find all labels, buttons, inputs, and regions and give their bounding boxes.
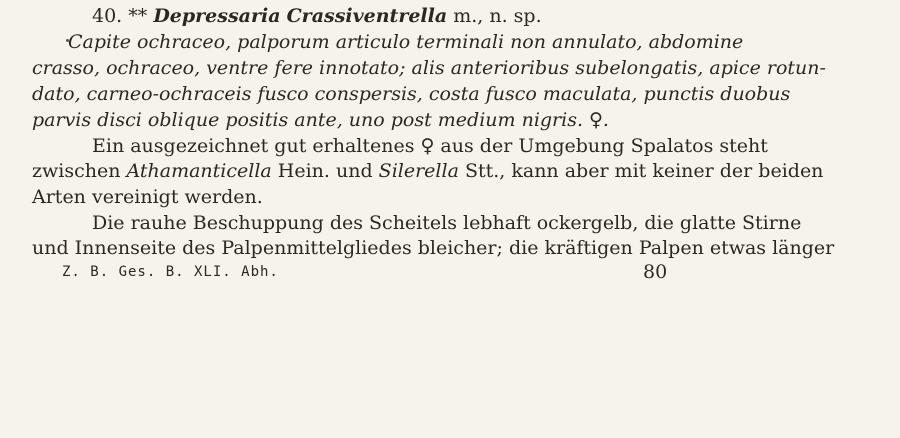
- german-text-line-2-end: Stt., kann aber mit keiner der beiden: [458, 160, 824, 182]
- entry-number: 40.: [92, 5, 123, 27]
- journal-reference: Z. B. Ges. B. XLI. Abh.: [62, 264, 279, 280]
- latin-description-line-1: Capite ochraceo, palporum articulo terminali non annulato, abdomine: [68, 31, 744, 53]
- german-text-line-2-mid: Hein. und: [271, 160, 379, 182]
- german-text-line-2-start: zwischen: [32, 160, 127, 182]
- latin-description-line-2: crasso, ochraceo, ventre fere innotato; alis anterioribus subelongatis, apice rotun-: [32, 57, 826, 79]
- entry-stars: **: [128, 5, 148, 27]
- species-ref-athamanticella: Athamanticella: [126, 160, 272, 182]
- genus-name: Depressaria: [153, 5, 281, 27]
- page-number: 80: [643, 261, 668, 283]
- german-text-line-4: Die rauhe Beschuppung des Scheitels lebhaft ockergelb, die glatte Stirne: [92, 212, 802, 234]
- german-text-line-3: Arten vereinigt werden.: [32, 186, 263, 208]
- german-text-line-2: [32, 159, 823, 183]
- latin-description-line-4: parvis disci oblique positis ante, uno post medium nigris. ♀.: [32, 109, 609, 131]
- species-name: Crassiventrella: [286, 5, 448, 27]
- german-text-line-5: und Innenseite des Palpenmittelgliedes bleicher; die kräftigen Palpen etwas länger: [32, 237, 835, 259]
- species-ref-silerella: Silerella: [378, 160, 459, 182]
- german-text-line-1: Ein ausgezeichnet gut erhaltenes ♀ aus der Umgebung Spalatos steht: [92, 135, 768, 157]
- species-author: m., n. sp.: [453, 5, 542, 27]
- species-heading: [92, 4, 542, 28]
- latin-description-line-3: dato, carneo-ochraceis fusco conspersis, costa fusco maculata, punctis duobus: [32, 83, 791, 105]
